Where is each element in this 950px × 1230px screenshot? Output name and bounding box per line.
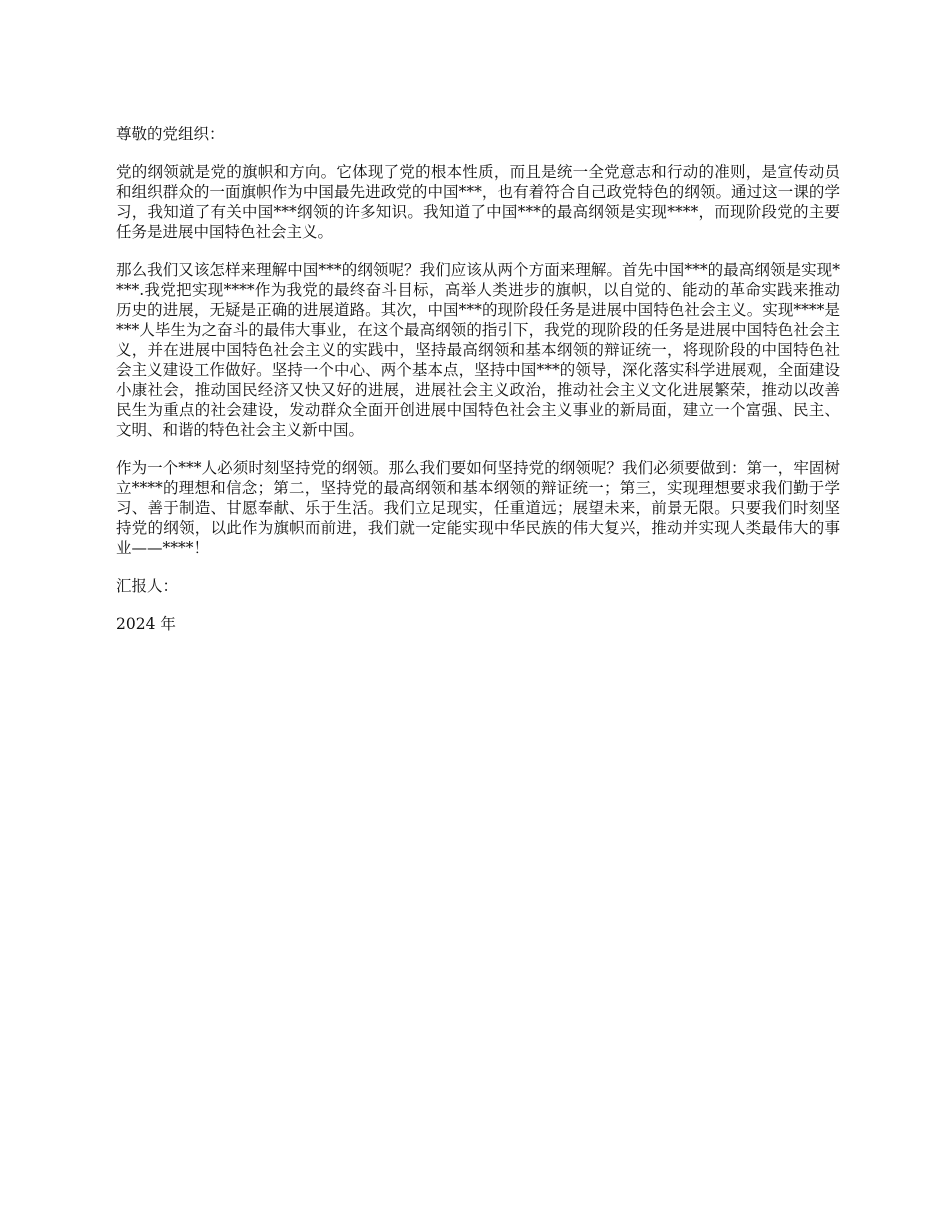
- body-paragraph-3: 作为一个***人必须时刻坚持党的纲领。那么我们要如何坚持党的纲领呢？我们必须要做到：第一，牢固树立****的理想和信念；第二，坚持党的最高纲领和基本纲领的辩证统一；第三，实现理想要求我们勤于学习、善于制造、甘愿奉献、乐于生活。我们立足现实，任重道远；展望未来，前景无限。只要我们时刻坚持党的纲领，以此作为旗帜而前进，我们就一定能实现中华民族的伟大复兴，推动并实现人类最伟大的事业——****！: [116, 459, 840, 557]
- reporter-signoff: 汇报人：: [116, 577, 179, 595]
- body-paragraph-1: 党的纲领就是党的旗帜和方向。它体现了党的根本性质，而且是统一全党意志和行动的准则，是宣传动员和组织群众的一面旗帜作为中国最先进政党的中国***，也有着符合自己政党特色的纲领。通过这一课的学习，我知道了有关中国***纲领的许多知识。我知道了中国***的最高纲领是实现****，而现阶段党的主要任务是进展中国特色社会主义。: [116, 163, 840, 241]
- body-paragraph-2: 那么我们又该怎样来理解中国***的纲领呢？我们应该从两个方面来理解。首先中国***的最高纲领是实现****.我党把实现****作为我党的最终奋斗目标，高举人类进步的旗帜，以自觉的、能动的革命实践来推动历史的进展，无疑是正确的进展道路。其次，中国***的现阶段任务是进展中国特色社会主义。实现****是***人毕生为之奋斗的最伟大事业，在这个最高纲领的指引下，我党的现阶段的任务是进展中国特色社会主义，并在进展中国特色社会主义的实践中，坚持最高纲领和基本纲领的辩证统一，将现阶段的中国特色社会主义建设工作做好。坚持一个中心、两个基本点，坚持中国***的领导，深化落实科学进展观，全面建设小康社会，推动国民经济又快又好的进展，进展社会主义政治，推动社会主义文化进展繁荣，推动以改善民生为重点的社会建设，发动群众全面开创进展中国特色社会主义事业的新局面，建立一个富强、民主、文明、和谐的特色社会主义新中国。: [116, 261, 840, 439]
- document-page: [116, 124, 840, 634]
- report-date: 2024 年: [116, 615, 176, 633]
- salutation: 尊敬的党组织：: [116, 125, 225, 143]
